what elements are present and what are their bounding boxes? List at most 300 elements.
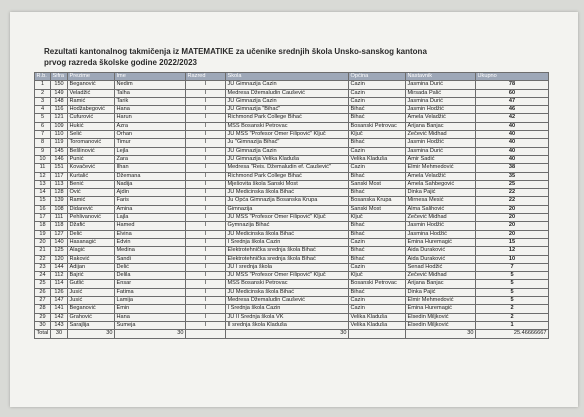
nastavnik-cell: Zečević Midhad bbox=[406, 131, 476, 139]
ime-cell: Sumeja bbox=[115, 321, 186, 329]
prezime-cell: Ramić bbox=[68, 197, 115, 205]
skola-cell: JU MSŠ "Profesor Omer Filipović" Ključ bbox=[226, 131, 349, 139]
ime-cell: Edvin bbox=[115, 238, 186, 246]
header-cell: R.b. bbox=[35, 73, 51, 81]
sifra-cell: 151 bbox=[51, 164, 68, 172]
rb-cell: 15 bbox=[35, 197, 51, 205]
sifra-cell: 127 bbox=[51, 230, 68, 238]
table-row bbox=[35, 321, 549, 329]
ukupno-cell: 60 bbox=[476, 89, 549, 97]
rb-cell: 5 bbox=[35, 114, 51, 122]
ime-cell: Harun bbox=[115, 114, 186, 122]
opcina-cell: Bihać bbox=[349, 189, 406, 197]
ime-cell: Hana bbox=[115, 106, 186, 114]
table-row bbox=[35, 238, 549, 246]
opcina-cell: Sanski Most bbox=[349, 205, 406, 213]
opcina-cell: Sanski Most bbox=[349, 180, 406, 188]
prezime-cell: Jusić bbox=[68, 288, 115, 296]
ime-cell: Orhan bbox=[115, 131, 186, 139]
ukupno-cell: 25 bbox=[476, 180, 549, 188]
razred-cell: I bbox=[186, 288, 226, 296]
table-row bbox=[35, 139, 549, 147]
prezime-cell: Selić bbox=[68, 131, 115, 139]
opcina-cell: Bihać bbox=[349, 230, 406, 238]
prezime-cell: Beganović bbox=[68, 305, 115, 313]
ukupno-cell: 15 bbox=[476, 238, 549, 246]
table-row bbox=[35, 230, 549, 238]
ime-cell: Medina bbox=[115, 247, 186, 255]
rb-cell: 8 bbox=[35, 139, 51, 147]
skola-cell: Medresa "Reis. Džemaludin ef. Čaušević" bbox=[226, 164, 349, 172]
skola-cell: JU MSŠ "Profesor Omer Filipović" Ključ bbox=[226, 272, 349, 280]
total-ukupno: 25.46666667 bbox=[476, 330, 549, 338]
rb-cell: 2 bbox=[35, 89, 51, 97]
total-razred bbox=[186, 330, 226, 338]
rb-cell: 9 bbox=[35, 147, 51, 155]
prezime-cell: Jusić bbox=[68, 297, 115, 305]
table-row bbox=[35, 272, 549, 280]
table-row bbox=[35, 131, 549, 139]
prezime-cell: Kurtalić bbox=[68, 172, 115, 180]
razred-cell: I bbox=[186, 255, 226, 263]
table-row bbox=[35, 247, 549, 255]
ime-cell: Faris bbox=[115, 197, 186, 205]
razred-cell: I bbox=[186, 305, 226, 313]
table-row bbox=[35, 89, 549, 97]
nastavnik-cell: Jasmina Durić bbox=[406, 81, 476, 89]
header-cell: Ime bbox=[115, 73, 186, 81]
sifra-cell: 109 bbox=[51, 122, 68, 130]
table-row bbox=[35, 263, 549, 271]
sifra-cell: 113 bbox=[51, 180, 68, 188]
razred-cell: I bbox=[186, 272, 226, 280]
ukupno-cell: 2 bbox=[476, 305, 549, 313]
header-cell: Škola bbox=[226, 73, 349, 81]
total-row bbox=[35, 330, 549, 338]
prezime-cell: Veladžić bbox=[68, 89, 115, 97]
skola-cell: I Srednja škola Cazin bbox=[226, 305, 349, 313]
rb-cell: 19 bbox=[35, 230, 51, 238]
table-row bbox=[35, 164, 549, 172]
ukupno-cell: 40 bbox=[476, 147, 549, 155]
opcina-cell: Bihać bbox=[349, 222, 406, 230]
rb-cell: 4 bbox=[35, 106, 51, 114]
razred-cell: I bbox=[186, 81, 226, 89]
ukupno-cell: 40 bbox=[476, 131, 549, 139]
sifra-cell: 112 bbox=[51, 272, 68, 280]
razred-cell: I bbox=[186, 214, 226, 222]
skola-cell: JU Gimnazija Cazin bbox=[226, 147, 349, 155]
rb-cell: 30 bbox=[35, 321, 51, 329]
razred-cell: I bbox=[186, 230, 226, 238]
ukupno-cell: 40 bbox=[476, 139, 549, 147]
skola-cell: Elektrotehnička srednja škola Bihać bbox=[226, 247, 349, 255]
sifra-cell: 149 bbox=[51, 89, 68, 97]
ukupno-cell: 20 bbox=[476, 230, 549, 238]
ukupno-cell: 5 bbox=[476, 297, 549, 305]
skola-cell: Medresa Džemaludin Čaušević bbox=[226, 297, 349, 305]
ime-cell: Lamija bbox=[115, 297, 186, 305]
table-row bbox=[35, 222, 549, 230]
rb-cell: 28 bbox=[35, 305, 51, 313]
opcina-cell: Bihać bbox=[349, 114, 406, 122]
razred-cell: I bbox=[186, 280, 226, 288]
nastavnik-cell: Dinka Pajić bbox=[406, 288, 476, 296]
rb-cell: 14 bbox=[35, 189, 51, 197]
ukupno-cell: 5 bbox=[476, 280, 549, 288]
sifra-cell: 111 bbox=[51, 214, 68, 222]
ukupno-cell: 20 bbox=[476, 205, 549, 213]
table-row bbox=[35, 197, 549, 205]
nastavnik-cell: Elmir Mehmedović bbox=[406, 164, 476, 172]
table-row bbox=[35, 297, 549, 305]
opcina-cell: Velika Kladuša bbox=[349, 155, 406, 163]
opcina-cell: Bihać bbox=[349, 139, 406, 147]
header-row bbox=[35, 73, 549, 81]
table-row bbox=[35, 305, 549, 313]
table-row bbox=[35, 172, 549, 180]
opcina-cell: Bihać bbox=[349, 288, 406, 296]
sifra-cell: 141 bbox=[51, 305, 68, 313]
header-cell: Ukupno bbox=[476, 73, 549, 81]
results-table bbox=[34, 72, 549, 339]
ime-cell: Ajdin bbox=[115, 189, 186, 197]
total-nastavnik: 30 bbox=[406, 330, 476, 338]
nastavnik-cell: Aida Duraković bbox=[406, 247, 476, 255]
nastavnik-cell: Amela Veladžić bbox=[406, 114, 476, 122]
razred-cell: I bbox=[186, 139, 226, 147]
opcina-cell: Ključ bbox=[349, 131, 406, 139]
skola-cell: JU Medicinska škola Bihać bbox=[226, 288, 349, 296]
total-label: Total bbox=[35, 330, 51, 338]
prezime-cell: Ćufurović bbox=[68, 114, 115, 122]
razred-cell: I bbox=[186, 321, 226, 329]
sifra-cell: 116 bbox=[51, 106, 68, 114]
skola-cell: JU II Srednja škola VK bbox=[226, 313, 349, 321]
ukupno-cell: 20 bbox=[476, 222, 549, 230]
table-row bbox=[35, 106, 549, 114]
opcina-cell: Cazin bbox=[349, 238, 406, 246]
razred-cell: I bbox=[186, 122, 226, 130]
ukupno-cell: 40 bbox=[476, 155, 549, 163]
rb-cell: 6 bbox=[35, 122, 51, 130]
skola-cell: Richmond Park College Bihać bbox=[226, 114, 349, 122]
table-row bbox=[35, 180, 549, 188]
skola-cell: JU Gimnazija Cazin bbox=[226, 81, 349, 89]
nastavnik-cell: Mirnesa Mesić bbox=[406, 197, 476, 205]
razred-cell: I bbox=[186, 164, 226, 172]
skola-cell: Ju "Gimnazija Bihać" bbox=[226, 139, 349, 147]
total-ime: 30 bbox=[115, 330, 186, 338]
prezime-cell: Hodžabegović bbox=[68, 106, 115, 114]
ukupno-cell: 22 bbox=[476, 197, 549, 205]
nastavnik-cell: Arijana Banjac bbox=[406, 122, 476, 130]
opcina-cell: Cazin bbox=[349, 263, 406, 271]
rb-cell: 3 bbox=[35, 97, 51, 105]
header-cell: Nastavnik bbox=[406, 73, 476, 81]
sifra-cell: 120 bbox=[51, 255, 68, 263]
skola-cell: Gymnazija Bihać bbox=[226, 222, 349, 230]
prezime-cell: Benić bbox=[68, 180, 115, 188]
total-prezime: 30 bbox=[68, 330, 115, 338]
header-cell: Razred bbox=[186, 73, 226, 81]
rb-cell: 25 bbox=[35, 280, 51, 288]
skola-cell: II srednja škola Kladuša bbox=[226, 321, 349, 329]
skola-cell: JU Gimnazija Cazin bbox=[226, 97, 349, 105]
skola-cell: Elektrotehnička srednja škola Bihać bbox=[226, 255, 349, 263]
ukupno-cell: 7 bbox=[476, 263, 549, 271]
ime-cell: Nadija bbox=[115, 180, 186, 188]
ime-cell: Emin bbox=[115, 305, 186, 313]
opcina-cell: Cazin bbox=[349, 164, 406, 172]
header-cell: Prezime bbox=[68, 73, 115, 81]
rb-cell: 13 bbox=[35, 180, 51, 188]
opcina-cell: Bihać bbox=[349, 172, 406, 180]
opcina-cell: Bihać bbox=[349, 255, 406, 263]
rb-cell: 10 bbox=[35, 155, 51, 163]
skola-cell: Richmond Park College Bihać bbox=[226, 172, 349, 180]
razred-cell: I bbox=[186, 155, 226, 163]
sifra-cell: 117 bbox=[51, 172, 68, 180]
nastavnik-cell: Alma Salihović bbox=[406, 205, 476, 213]
opcina-cell: Bihać bbox=[349, 247, 406, 255]
nastavnik-cell: Jasmina Hodžić bbox=[406, 230, 476, 238]
razred-cell: I bbox=[186, 297, 226, 305]
ime-cell: Zara bbox=[115, 155, 186, 163]
sifra-cell: 140 bbox=[51, 238, 68, 246]
razred-cell: I bbox=[186, 172, 226, 180]
ukupno-cell: 5 bbox=[476, 272, 549, 280]
sifra-cell: 144 bbox=[51, 263, 68, 271]
ukupno-cell: 1 bbox=[476, 321, 549, 329]
nastavnik-cell: Jasmina Durić bbox=[406, 147, 476, 155]
razred-cell: I bbox=[186, 263, 226, 271]
total-rb: 30 bbox=[51, 330, 68, 338]
prezime-cell: Grahović bbox=[68, 313, 115, 321]
title-line-2: prvog razreda školske godine 2022/2023 bbox=[44, 58, 197, 67]
ime-cell: Ilhan bbox=[115, 164, 186, 172]
table-row bbox=[35, 255, 549, 263]
prezime-cell: Adijan bbox=[68, 263, 115, 271]
rb-cell: 1 bbox=[35, 81, 51, 89]
ukupno-cell: 10 bbox=[476, 255, 549, 263]
ime-cell: Nedim bbox=[115, 81, 186, 89]
sifra-cell: 148 bbox=[51, 97, 68, 105]
ime-cell: Amina bbox=[115, 205, 186, 213]
prezime-cell: Beganović bbox=[68, 81, 115, 89]
rb-cell: 21 bbox=[35, 247, 51, 255]
ukupno-cell: 20 bbox=[476, 214, 549, 222]
opcina-cell: Bosanska Krupa bbox=[349, 197, 406, 205]
rb-cell: 24 bbox=[35, 272, 51, 280]
rb-cell: 11 bbox=[35, 164, 51, 172]
table-row bbox=[35, 97, 549, 105]
ime-cell: Elvina bbox=[115, 230, 186, 238]
razred-cell: I bbox=[186, 189, 226, 197]
ukupno-cell: 46 bbox=[476, 106, 549, 114]
opcina-cell: Velika Kladuša bbox=[349, 321, 406, 329]
nastavnik-cell: Elmir Mehmedović bbox=[406, 297, 476, 305]
table-row bbox=[35, 280, 549, 288]
opcina-cell: Cazin bbox=[349, 305, 406, 313]
prezime-cell: Sarajlija bbox=[68, 321, 115, 329]
document-title bbox=[44, 46, 427, 68]
razred-cell: I bbox=[186, 131, 226, 139]
skola-cell: Mješovita škola Sanski Most bbox=[226, 180, 349, 188]
rb-cell: 16 bbox=[35, 205, 51, 213]
table-row bbox=[35, 122, 549, 130]
razred-cell: I bbox=[186, 106, 226, 114]
skola-cell: JU Medicinska škola Bihać bbox=[226, 230, 349, 238]
nastavnik-cell: Senad Hodžić bbox=[406, 263, 476, 271]
ime-cell: Tarik bbox=[115, 97, 186, 105]
prezime-cell: Didarević bbox=[68, 205, 115, 213]
opcina-cell: Cazin bbox=[349, 97, 406, 105]
ukupno-cell: 78 bbox=[476, 81, 549, 89]
rb-cell: 18 bbox=[35, 222, 51, 230]
rb-cell: 23 bbox=[35, 263, 51, 271]
prezime-cell: Džafić bbox=[68, 222, 115, 230]
prezime-cell: Hukić bbox=[68, 122, 115, 130]
sifra-cell: 143 bbox=[51, 321, 68, 329]
nastavnik-cell: Amela Veladžić bbox=[406, 172, 476, 180]
skola-cell: Medresa Džemaludin Čaušević bbox=[226, 89, 349, 97]
ime-cell: Hana bbox=[115, 313, 186, 321]
table-row bbox=[35, 114, 549, 122]
opcina-cell: Ključ bbox=[349, 214, 406, 222]
prezime-cell: Alagić bbox=[68, 247, 115, 255]
ime-cell: Delić bbox=[115, 263, 186, 271]
rb-cell: 29 bbox=[35, 313, 51, 321]
skola-cell: Ju Opća Gimnazija Bosanska Krupa bbox=[226, 197, 349, 205]
skola-cell: MSŠ Bosanski Petrovac bbox=[226, 280, 349, 288]
prezime-cell: Pehlivanović bbox=[68, 214, 115, 222]
prezime-cell: Punić bbox=[68, 155, 115, 163]
opcina-cell: Cazin bbox=[349, 147, 406, 155]
nastavnik-cell: Zečević Midhad bbox=[406, 214, 476, 222]
nastavnik-cell: Jasmin Hodžić bbox=[406, 222, 476, 230]
razred-cell: I bbox=[186, 197, 226, 205]
sifra-cell: 146 bbox=[51, 155, 68, 163]
nastavnik-cell: Zečević Midhad bbox=[406, 272, 476, 280]
razred-cell: I bbox=[186, 238, 226, 246]
rb-cell: 26 bbox=[35, 288, 51, 296]
opcina-cell: Cazin bbox=[349, 89, 406, 97]
nastavnik-cell: Emina Huremagić bbox=[406, 305, 476, 313]
skola-cell: I Srednja škola Cazin bbox=[226, 238, 349, 246]
total-opcina bbox=[349, 330, 406, 338]
nastavnik-cell: Jasmin Hodžić bbox=[406, 139, 476, 147]
table-row bbox=[35, 147, 549, 155]
razred-cell: I bbox=[186, 180, 226, 188]
ime-cell: Ensar bbox=[115, 280, 186, 288]
nastavnik-cell: Elsedin Miljković bbox=[406, 321, 476, 329]
rb-cell: 12 bbox=[35, 172, 51, 180]
ime-cell: Fatima bbox=[115, 288, 186, 296]
razred-cell: I bbox=[186, 205, 226, 213]
skola-cell: JU Gimnazija Velika Kladuša bbox=[226, 155, 349, 163]
skola-cell: JU Medicinska škola Bihać bbox=[226, 189, 349, 197]
ukupno-cell: 35 bbox=[476, 172, 549, 180]
table-row bbox=[35, 205, 549, 213]
opcina-cell: Velika Kladuša bbox=[349, 313, 406, 321]
ime-cell: Hamed bbox=[115, 222, 186, 230]
ukupno-cell: 12 bbox=[476, 247, 549, 255]
nastavnik-cell: Dinka Pajić bbox=[406, 189, 476, 197]
sifra-cell: 118 bbox=[51, 222, 68, 230]
nastavnik-cell: Jasmin Hodžić bbox=[406, 106, 476, 114]
sifra-cell: 121 bbox=[51, 114, 68, 122]
ime-cell: Delila bbox=[115, 272, 186, 280]
sifra-cell: 108 bbox=[51, 205, 68, 213]
ime-cell: Sandi bbox=[115, 255, 186, 263]
ime-cell: Azra bbox=[115, 122, 186, 130]
sifra-cell: 147 bbox=[51, 297, 68, 305]
sifra-cell: 128 bbox=[51, 189, 68, 197]
ime-cell: Talha bbox=[115, 89, 186, 97]
ukupno-cell: 40 bbox=[476, 122, 549, 130]
rb-cell: 7 bbox=[35, 131, 51, 139]
skola-cell: MSŠ Bosanski Petrovac bbox=[226, 122, 349, 130]
opcina-cell: Ključ bbox=[349, 272, 406, 280]
prezime-cell: Hasanagić bbox=[68, 238, 115, 246]
table-row bbox=[35, 189, 549, 197]
prezime-cell: Bešlinović bbox=[68, 147, 115, 155]
ukupno-cell: 38 bbox=[476, 164, 549, 172]
nastavnik-cell: Arijana Banjac bbox=[406, 280, 476, 288]
razred-cell: I bbox=[186, 147, 226, 155]
nastavnik-cell: Jasmina Durić bbox=[406, 97, 476, 105]
skola-cell: JU Gimnazija "Bihać" bbox=[226, 106, 349, 114]
header-cell: Šifra bbox=[51, 73, 68, 81]
prezime-cell: Bajrić bbox=[68, 272, 115, 280]
prezime-cell: Kovačević bbox=[68, 164, 115, 172]
ime-cell: Lejla bbox=[115, 147, 186, 155]
rb-cell: 22 bbox=[35, 255, 51, 263]
opcina-cell: Cazin bbox=[349, 297, 406, 305]
razred-cell: I bbox=[186, 114, 226, 122]
razred-cell: I bbox=[186, 97, 226, 105]
sifra-cell: 145 bbox=[51, 147, 68, 155]
prezime-cell: Ović bbox=[68, 189, 115, 197]
sifra-cell: 150 bbox=[51, 81, 68, 89]
opcina-cell: Bihać bbox=[349, 106, 406, 114]
rb-cell: 17 bbox=[35, 214, 51, 222]
razred-cell: I bbox=[186, 222, 226, 230]
table-row bbox=[35, 313, 549, 321]
ime-cell: Timur bbox=[115, 139, 186, 147]
nastavnik-cell: Amela Šahbegović bbox=[406, 180, 476, 188]
ukupno-cell: 5 bbox=[476, 288, 549, 296]
prezime-cell: Ramić bbox=[68, 97, 115, 105]
prezime-cell: Delić bbox=[68, 230, 115, 238]
skola-cell: JU I srednja škola bbox=[226, 263, 349, 271]
table-row bbox=[35, 214, 549, 222]
sifra-cell: 139 bbox=[51, 197, 68, 205]
table-row bbox=[35, 81, 549, 89]
opcina-cell: Bosanski Petrovac bbox=[349, 122, 406, 130]
total-skola: 30 bbox=[226, 330, 349, 338]
header-cell: Općina bbox=[349, 73, 406, 81]
title-line-1: Rezultati kantonalnog takmičenja iz MATEMATIKE za učenike srednjih škola Unsko-sanskog kantona bbox=[44, 47, 427, 56]
ukupno-cell: 47 bbox=[476, 97, 549, 105]
rb-cell: 20 bbox=[35, 238, 51, 246]
razred-cell: I bbox=[186, 247, 226, 255]
sifra-cell: 125 bbox=[51, 247, 68, 255]
table-row bbox=[35, 288, 549, 296]
ime-cell: Lajla bbox=[115, 214, 186, 222]
nastavnik-cell: Mirsada Palić bbox=[406, 89, 476, 97]
